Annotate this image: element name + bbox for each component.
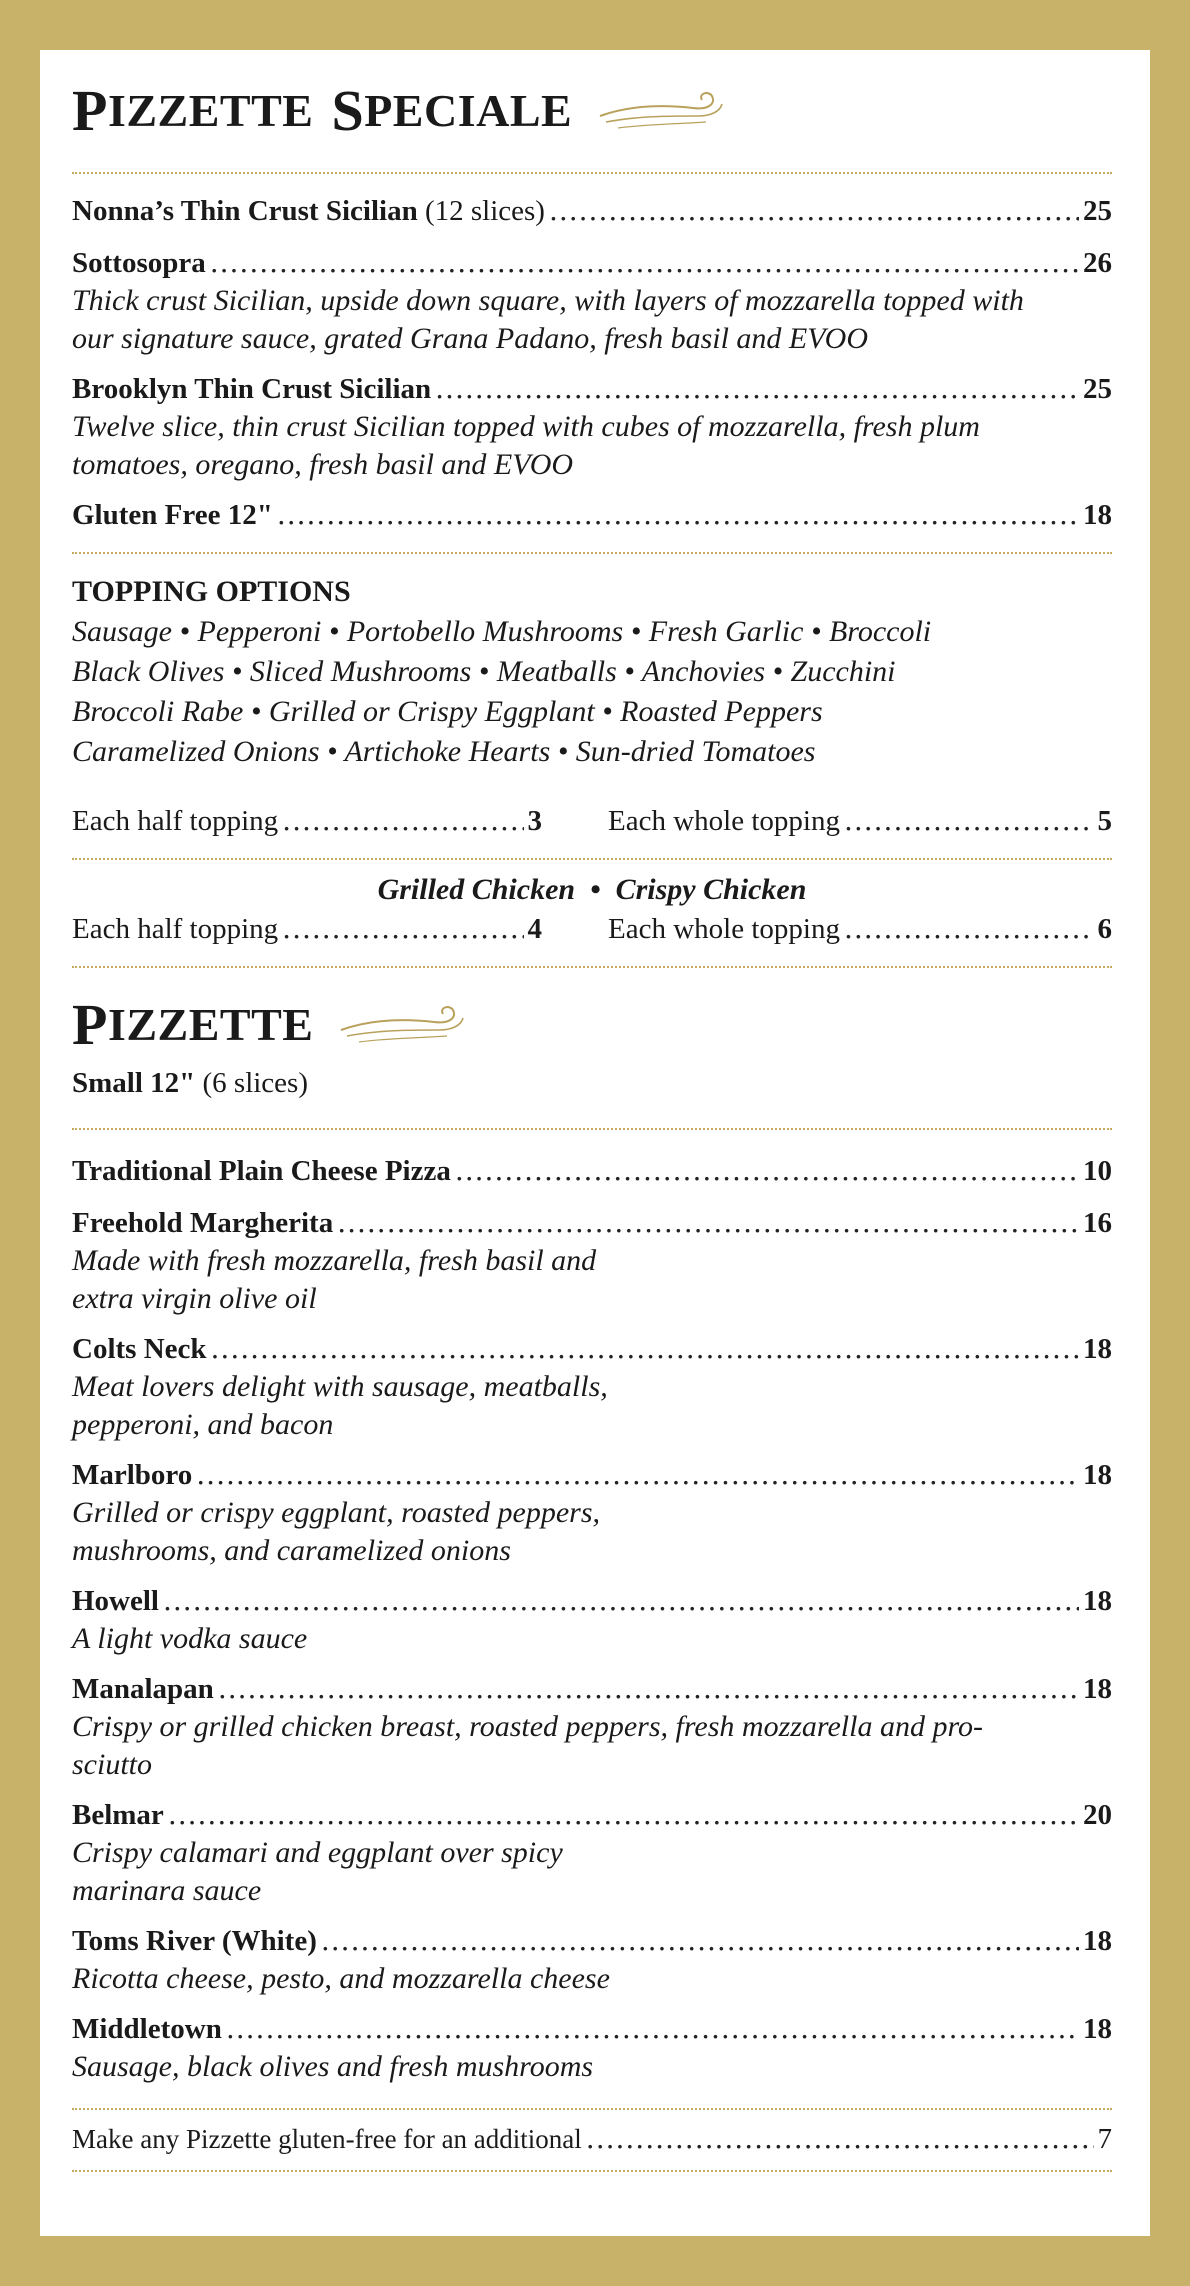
divider xyxy=(72,172,1112,174)
item-price: 20 xyxy=(1083,1799,1112,1831)
menu-item xyxy=(72,244,1112,282)
topping-line: Broccoli Rabe • Grilled or Crispy Eggplant • Roasted Peppers xyxy=(72,695,823,728)
price-label: Each half topping xyxy=(72,913,279,945)
item-price: 16 xyxy=(1083,1207,1112,1239)
item-description: Meat lovers delight with sausage, meatballs, pepperoni, and bacon xyxy=(72,1370,608,1441)
item-name: Sottosopra xyxy=(72,247,206,279)
price-value: 3 xyxy=(527,805,542,837)
item-name: Gluten Free 12" xyxy=(72,499,273,531)
item-name: Brooklyn Thin Crust Sicilian xyxy=(72,373,432,405)
gluten-free-note xyxy=(72,2120,1112,2158)
price-value: 6 xyxy=(1097,913,1112,945)
chicken-options: Grilled Chicken • Crispy Chicken xyxy=(377,873,807,906)
item-description: Crispy or grilled chicken breast, roasted peppers, fresh mozzarella and pro- sciutto xyxy=(72,1710,984,1781)
menu-item xyxy=(72,370,1112,408)
dot-leader xyxy=(282,802,523,840)
item-price: 18 xyxy=(1083,1925,1112,1957)
dot-leader xyxy=(218,1670,1079,1708)
dot-leader xyxy=(196,1456,1079,1494)
footer-price: 7 xyxy=(1097,2123,1112,2155)
toppings-heading: TOPPING OPTIONS xyxy=(72,575,351,608)
item-name: Manalapan xyxy=(72,1673,214,1705)
dot-leader xyxy=(277,496,1079,534)
divider xyxy=(72,1128,1112,1130)
dot-leader xyxy=(844,910,1094,948)
divider xyxy=(72,858,1112,860)
title-rest-2: PECIALE xyxy=(364,84,573,136)
item-price: 10 xyxy=(1083,1155,1112,1187)
menu-item xyxy=(72,1204,1112,1242)
item-note: (12 slices) xyxy=(417,195,545,227)
item-description: Crispy calamari and eggplant over spicy marinara sauce xyxy=(72,1836,563,1907)
menu-item xyxy=(72,1152,1112,1190)
title-initial: P xyxy=(72,77,108,143)
item-description: Made with fresh mozzarella, fresh basil and extra virgin olive oil xyxy=(72,1244,597,1315)
item-name: Toms River (White) xyxy=(72,1925,317,1957)
whole-topping-price xyxy=(608,802,1112,840)
dot-leader xyxy=(168,1796,1079,1834)
menu-item xyxy=(72,2010,1112,2048)
dot-leader xyxy=(210,244,1079,282)
title-rest: IZZETTE xyxy=(107,84,314,136)
menu-item xyxy=(72,1796,1112,1834)
topping-line: Sausage • Pepperoni • Portobello Mushrooms • Fresh Garlic • Broccoli xyxy=(72,615,932,648)
half-topping-price xyxy=(72,802,542,840)
menu-content xyxy=(72,78,1112,2172)
flourish-ornament-icon xyxy=(339,1000,469,1048)
menu-item xyxy=(72,1330,1112,1368)
size-note: (6 slices) xyxy=(195,1067,308,1099)
size-line xyxy=(72,1064,1112,1102)
item-description: Twelve slice, thin crust Sicilian topped with cubes of mozzarella, fresh plum tomatoes, oregano, fresh basil and EVOO xyxy=(72,410,980,481)
divider xyxy=(72,2108,1112,2110)
item-name: Freehold Margherita xyxy=(72,1207,334,1239)
title-initial: P xyxy=(72,991,108,1057)
menu-card xyxy=(40,50,1150,2236)
chicken-half-price xyxy=(72,910,542,948)
topping-line: Black Olives • Sliced Mushrooms • Meatballs • Anchovies • Zucchini xyxy=(72,655,896,688)
menu-item xyxy=(72,1922,1112,1960)
title-rest: IZZETTE xyxy=(107,998,314,1050)
chicken-section xyxy=(72,870,1112,948)
dot-leader xyxy=(282,910,523,948)
section-title-pizzette xyxy=(72,992,1112,1056)
item-description: Grilled or crispy eggplant, roasted peppers, mushrooms, and caramelized onions xyxy=(72,1496,601,1567)
price-value: 5 xyxy=(1097,805,1112,837)
speciale-list xyxy=(72,192,1112,534)
divider xyxy=(72,2170,1112,2172)
menu-item xyxy=(72,1582,1112,1620)
dot-leader xyxy=(226,2010,1079,2048)
item-name: Howell xyxy=(72,1585,159,1617)
price-label: Each whole topping xyxy=(608,913,840,945)
price-value: 4 xyxy=(527,913,542,945)
item-price: 18 xyxy=(1083,2013,1112,2045)
footer-label: Make any Pizzette gluten-free for an additional xyxy=(72,2124,582,2154)
divider xyxy=(72,966,1112,968)
dot-leader xyxy=(435,370,1079,408)
item-price: 18 xyxy=(1083,1585,1112,1617)
menu-item xyxy=(72,192,1112,230)
dot-leader xyxy=(321,1922,1079,1960)
price-label: Each whole topping xyxy=(608,805,840,837)
title-initial-2: S xyxy=(331,77,365,143)
topping-line: Caramelized Onions • Artichoke Hearts • Sun-dried Tomatoes xyxy=(72,735,816,768)
item-name: Colts Neck xyxy=(72,1333,207,1365)
size-label: Small 12" xyxy=(72,1067,196,1099)
item-price: 26 xyxy=(1083,247,1112,279)
pizzette-list xyxy=(72,1152,1112,2086)
item-description: A light vodka sauce xyxy=(72,1622,308,1655)
toppings-section xyxy=(72,572,1112,840)
item-description: Thick crust Sicilian, upside down square, with layers of mozzarella topped with our signature sauce, grated Grana Padano, fresh basil and EVOO xyxy=(72,284,1024,355)
dot-leader xyxy=(455,1152,1079,1190)
item-price: 25 xyxy=(1083,195,1112,227)
item-name: Traditional Plain Cheese Pizza xyxy=(72,1155,451,1187)
chicken-prices xyxy=(72,910,1112,948)
dot-leader xyxy=(844,802,1094,840)
item-price: 18 xyxy=(1083,1459,1112,1491)
item-description: Sausage, black olives and fresh mushrooms xyxy=(72,2050,594,2083)
menu-item xyxy=(72,1670,1112,1708)
item-name: Nonna’s Thin Crust Sicilian xyxy=(72,195,418,227)
divider xyxy=(72,552,1112,554)
item-price: 25 xyxy=(1083,373,1112,405)
item-name: Marlboro xyxy=(72,1459,193,1491)
dot-leader xyxy=(163,1582,1079,1620)
flourish-ornament-icon xyxy=(598,86,728,134)
menu-item xyxy=(72,1456,1112,1494)
price-label: Each half topping xyxy=(72,805,279,837)
item-description: Ricotta cheese, pesto, and mozzarella cheese xyxy=(72,1962,610,1995)
item-price: 18 xyxy=(1083,1673,1112,1705)
dot-leader xyxy=(337,1204,1079,1242)
chicken-whole-price xyxy=(608,910,1112,948)
topping-prices xyxy=(72,802,1112,840)
item-name: Belmar xyxy=(72,1799,164,1831)
section-title-speciale xyxy=(72,78,1112,142)
dot-leader xyxy=(586,2120,1094,2158)
dot-leader xyxy=(549,192,1079,230)
item-price: 18 xyxy=(1083,499,1112,531)
dot-leader xyxy=(211,1330,1079,1368)
item-name: Middletown xyxy=(72,2013,222,2045)
menu-item xyxy=(72,496,1112,534)
item-price: 18 xyxy=(1083,1333,1112,1365)
